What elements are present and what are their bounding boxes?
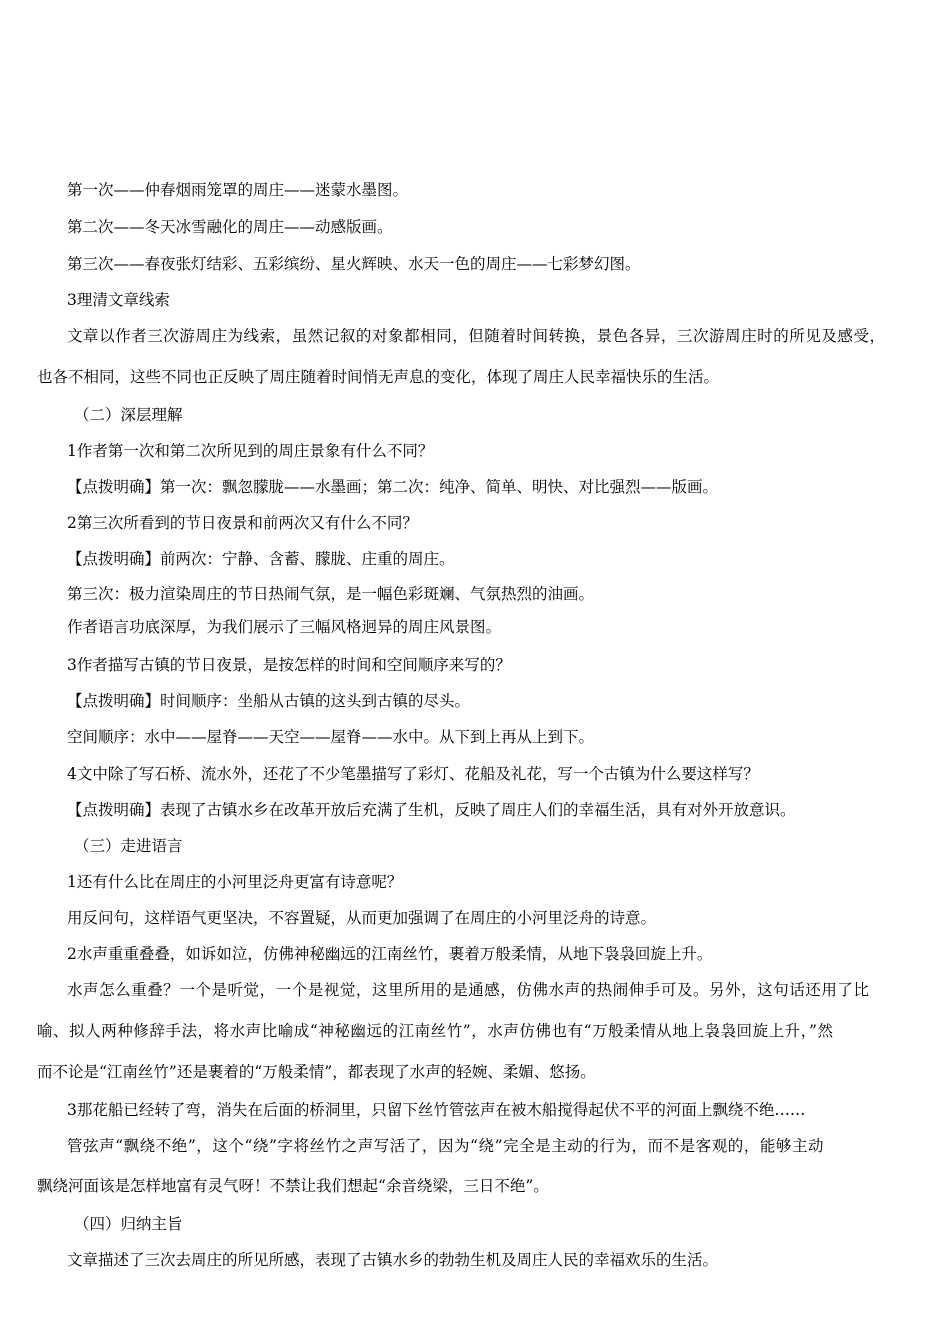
- answer-line: 【点拨明确】时间顺序：坐船从古镇的这头到古镇的尽头。: [67, 692, 471, 710]
- text-line: 文章描述了三次去周庄的所见所感，表现了古镇水乡的勃勃生机及周庄人民的幸福欢乐的生活。: [67, 1251, 719, 1269]
- question-line: 3那花船已经转了弯，消失在后面的桥洞里，只留下丝竹管弦声在被木船搅得起伏不平的河面上飘绕不绝……: [67, 1101, 806, 1119]
- text-line: 用反问句，这样语气更坚决，不容置疑，从而更加强调了在周庄的小河里泛舟的诗意。: [67, 909, 657, 927]
- text-line: 第一次——仲春烟雨笼罩的周庄——迷蒙水墨图。: [67, 181, 409, 199]
- text-line: 文章以作者三次游周庄为线索，虽然记叙的对象都相同，但随着时间转换，景色各异，三次游周庄时的所见及感受，: [67, 327, 886, 345]
- text-line: 作者语言功底深厚，为我们展示了三幅风格迥异的周庄风景图。: [67, 618, 502, 636]
- section-heading: （四）归纳主旨: [74, 1215, 183, 1233]
- answer-line: 【点拨明确】第一次：飘忽朦胧——水墨画；第二次：纯净、简单、明快、对比强烈——版画。: [67, 478, 719, 496]
- text-line: 喻、拟人两种修辞手法，将水声比喻成“神秘幽远的江南丝竹”，水声仿佛也有“万般柔情从地上袅袅回旋上升，”然: [37, 1022, 834, 1040]
- text-line: 第二次——冬天冰雪融化的周庄——动感版画。: [67, 218, 393, 236]
- question-line: 2水声重重叠叠，如诉如泣，仿佛神秘幽远的江南丝竹，裹着万般柔情，从地下袅袅回旋上升。: [67, 945, 713, 963]
- text-line: 管弦声“飘绕不绝”，这个“绕”字将丝竹之声写活了，因为“绕”完全是主动的行为，而不是客观的，能够主动: [67, 1137, 825, 1155]
- text-line: 也各不相同，这些不同也正反映了周庄随着时间悄无声息的变化，体现了周庄人民幸福快乐的生活。: [37, 368, 720, 386]
- text-line: 第三次——春夜张灯结彩、五彩缤纷、星火辉映、水天一色的周庄——七彩梦幻图。: [67, 255, 641, 273]
- text-line: 第三次：极力渲染周庄的节日热闹气氛，是一幅色彩斑斓、气氛热烈的油画。: [67, 585, 595, 603]
- section-subheading: 3理清文章线索: [67, 291, 170, 309]
- text-line: 而不论是“江南丝竹”还是裹着的“万般柔情”，都表现了水声的轻婉、柔媚、悠扬。: [37, 1063, 596, 1081]
- section-heading: （二）深层理解: [74, 406, 183, 424]
- question-line: 1还有什么比在周庄的小河里泛舟更富有诗意呢？: [67, 873, 403, 891]
- section-heading: （三）走进语言: [74, 837, 183, 855]
- question-line: 3作者描写古镇的节日夜景，是按怎样的时间和空间顺序来写的？: [67, 656, 511, 674]
- question-line: 1作者第一次和第二次所见到的周庄景象有什么不同？: [67, 442, 434, 460]
- answer-line: 【点拨明确】前两次：宁静、含蓄、朦胧、庄重的周庄。: [67, 550, 455, 568]
- question-line: 4文中除了写石桥、流水外，还花了不少笔墨描写了彩灯、花船及礼花，写一个古镇为什么要这样写？: [67, 765, 759, 783]
- text-line: 飘绕河面该是怎样地富有灵气呀！不禁让我们想起“余音绕梁，三日不绝”。: [37, 1177, 549, 1195]
- question-line: 2第三次所看到的节日夜景和前两次又有什么不同？: [67, 514, 418, 532]
- answer-line: 【点拨明确】表现了古镇水乡在改革开放后充满了生机，反映了周庄人们的幸福生活，具有对外开放意识。: [67, 801, 796, 819]
- text-line: 空间顺序：水中——屋脊——天空——屋脊——水中。从下到上再从上到下。: [67, 728, 595, 746]
- text-line: 水声怎么重叠？一个是听觉，一个是视觉，这里所用的是通感，仿佛水声的热闹伸手可及。另外，这句话还用了比: [67, 981, 870, 999]
